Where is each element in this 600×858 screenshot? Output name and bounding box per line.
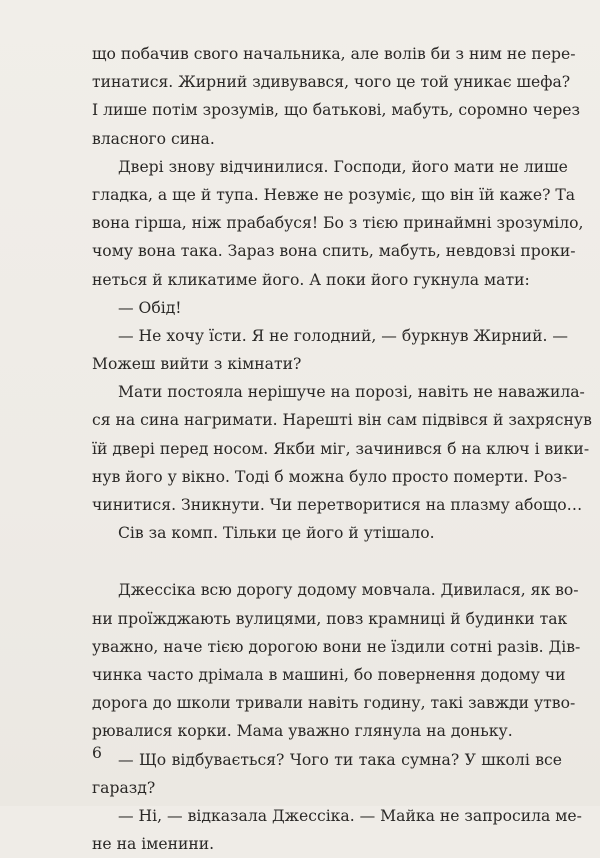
paragraph (92, 40, 581, 153)
text-line: чинка часто дрімала в машині, бо повернення додому чи (92, 665, 566, 684)
text-line: — Що відбувається? Чого ти така сумна? У школі все (118, 750, 562, 769)
text-line: Сів за комп. Тільки це його й утішало. (118, 524, 435, 543)
paragraph (92, 746, 562, 802)
text-line: неться й кликатиме його. А поки його гукнула мати: (92, 270, 530, 289)
text-line: власного сина. (92, 129, 215, 148)
paragraph (92, 153, 584, 294)
section-break (92, 547, 562, 576)
text-line: уважно, наче тією дорогою вони не їздили сотні разів. Дів- (92, 637, 581, 656)
text-line: чому вона така. Зараз вона спить, мабуть, невдовзі проки- (92, 242, 576, 261)
text-line: вона гірша, ніж прабабуся! Бо з тією принаймні зрозуміло, (92, 214, 584, 233)
text-line: їй двері перед носом. Якби міг, зачинився б на ключ і вики- (92, 439, 590, 458)
text-line: Можеш вийти з кімнати? (92, 355, 302, 374)
text-line: гладка, а ще й тупа. Невже не розуміє, що він їй каже? Та (92, 185, 576, 204)
text-line: — Обід! (118, 298, 182, 317)
page-number: 6 (92, 744, 102, 762)
paragraph (92, 322, 569, 378)
text-line: Джессіка всю дорогу додому мовчала. Дивилася, як во- (118, 581, 579, 600)
text-line: — Ні, — відказала Джессіка. — Майка не запросила ме- (118, 806, 582, 825)
text-line: ся на сина нагримати. Нарешті він сам підвівся й захряснув (92, 411, 592, 430)
text-line: нув його у вікно. Тоді б можна було просто померти. Роз- (92, 467, 568, 486)
text-line: що побачив свого начальника, але волів би з ним не пере- (92, 45, 576, 63)
text-line: рювалися корки. Мама уважно глянула на доньку. (92, 722, 513, 741)
body-text (92, 40, 592, 858)
text-line: тинатися. Жирний здивувався, чого це той уникає шефа? (92, 73, 571, 92)
text-line: дорога до школи тривали навіть годину, такі завжди утво- (92, 694, 576, 713)
text-line: чинитися. Зникнути. Чи перетворитися на плазму абощо… (92, 496, 583, 514)
text-line: Мати постояла нерішуче на порозі, навіть не наважила- (118, 383, 585, 402)
text-line: гаразд? (92, 778, 156, 797)
text-line: — Не хочу їсти. Я не голодний, — буркнув Жирний. — (118, 326, 569, 345)
text-line: не на іменини. (92, 835, 215, 854)
text-line: Двері знову відчинилися. Господи, його мати не лише (118, 157, 568, 176)
paragraph (92, 294, 562, 322)
paragraph (92, 378, 592, 519)
paragraph (92, 802, 582, 858)
paragraph (92, 576, 581, 745)
paragraph (92, 519, 562, 547)
text-line: І лише потім зрозумів, що батькові, мабуть, соромно через (92, 101, 581, 120)
text-line: ни проїжджають вулицями, повз крамниці й будинки так (92, 609, 568, 628)
